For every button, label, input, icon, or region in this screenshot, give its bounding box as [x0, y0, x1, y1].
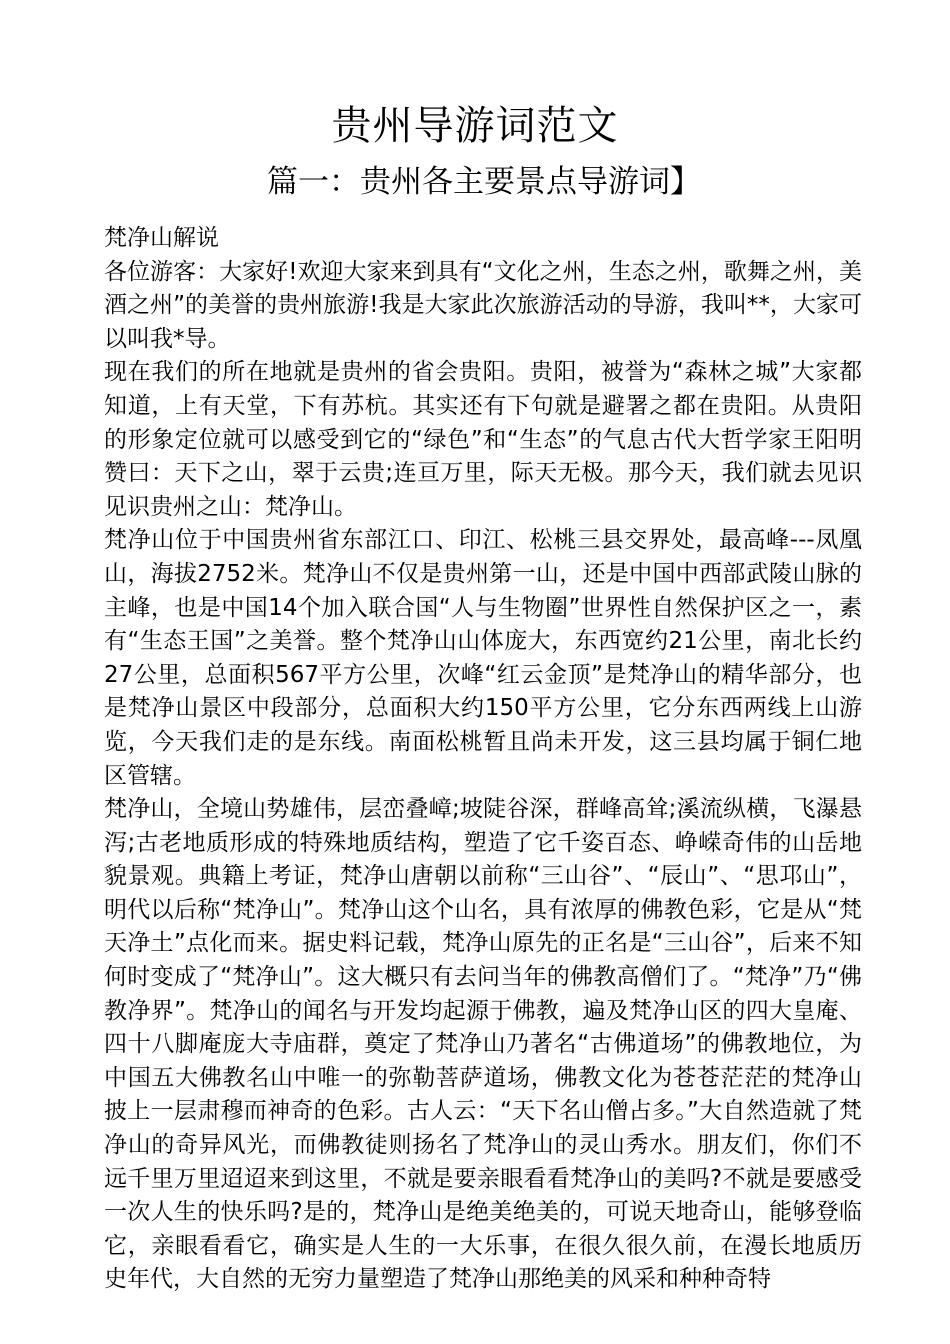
document-subtitle: 篇一：贵州各主要景点导游词】	[267, 164, 701, 200]
paragraph: 各位游客：大家好!欢迎大家来到具有“文化之州，生态之州，歌舞之州，美酒之州”的美誉的贵州旅游!我是大家此次旅游活动的导游，我叫**，大家可以叫我*导。	[104, 258, 862, 352]
document-body	[104, 222, 862, 1297]
paragraph: 梵净山位于中国贵州省东部江口、印江、松桃三县交界处，最高峰---凤凰山，海拔2752米。梵净山不仅是贵州第一山，还是中国中西部武陵山脉的主峰，也是中国14个加入联合国“人与生物圈”世界性自然保护区之一，素有“生态王国”之美誉。整个梵净山山体庞大，东西宽约21公里，南北长约27公里，总面积567平方公里，次峰“红云金顶”是梵净山的精华部分，也是梵净山景区中段部分，总面积大约150平方公里，它分东西两线上山游览，今天我们走的是东线。南面松桃暂且尚未开发，这三县均属于铜仁地区管辖。	[104, 527, 862, 789]
paragraph: 现在我们的所在地就是贵州的省会贵阳。贵阳，被誉为“森林之城”大家都知道，上有天堂，下有苏杭。其实还有下句就是避署之都在贵阳。从贵阳的形象定位就可以感受到它的“绿色”和“生态”的气息古代大哲学家王阳明赞曰：天下之山，翠于云贵;连亘万里，际天无极。那今天，我们就去见识见识贵州之山：梵净山。	[104, 359, 862, 520]
document-title: 贵州导游词范文	[331, 103, 619, 149]
paragraph: 梵净山，全境山势雄伟，层峦叠嶂;坡陡谷深，群峰高耸;溪流纵横，飞瀑悬泻;古老地质形成的特殊地质结构，塑造了它千姿百态、峥嵘奇伟的山岳地貌景观。典籍上考证，梵净山唐朝以前称“三山谷”、“辰山”、“思邛山”，明代以后称“梵净山”。梵净山这个山名，具有浓厚的佛教色彩，它是从“梵天净土”点化而来。据史料记载，梵净山原先的正名是“三山谷”，后来不知何时变成了“梵净山”。这大概只有去问当年的佛教高僧们了。“梵净”乃“佛教净界”。梵净山的闻名与开发均起源于佛教，遍及梵净山区的四大皇庵、四十八脚庵庞大寺庙群，奠定了梵净山乃著名“古佛道场”的佛教地位，为中国五大佛教名山中唯一的弥勒菩萨道场，佛教文化为苍苍茫茫的梵净山披上一层肃穆而神奇的色彩。古人云：“天下名山僧占多。”大自然造就了梵净山的奇异风光，而佛教徒则扬名了梵净山的灵山秀水。朋友们，你们不远千里万里迢迢来到这里，不就是要亲眼看看梵净山的美吗?不就是要感受一次人生的快乐吗?是的，梵净山是绝美绝美的，可说天地奇山，能够登临它，亲眼看看它，确实是人生的一大乐事，在很久很久前，在漫长地质历史年代，大自然的无穷力量塑造了梵净山那绝美的风采和种种奇特	[104, 796, 862, 1293]
section-heading: 梵净山解说	[104, 225, 219, 251]
